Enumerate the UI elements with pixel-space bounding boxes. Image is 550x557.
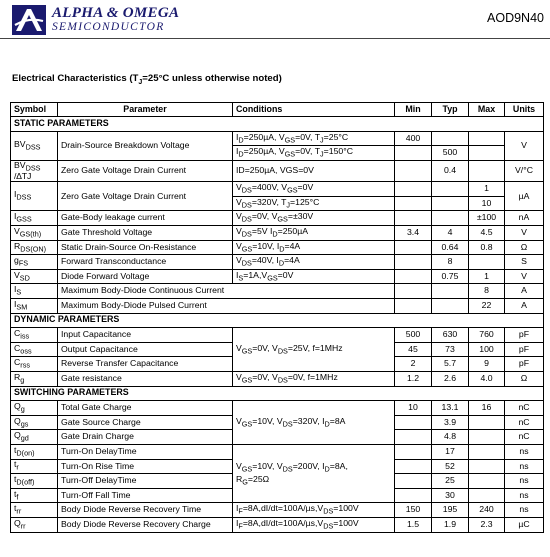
symbol: $t_{D(on)}$: [11, 444, 58, 459]
min: [395, 196, 432, 211]
min: [395, 430, 432, 445]
min: 2: [395, 357, 432, 372]
condition: $I_S=1A,V_{GS}=0V$: [233, 269, 395, 284]
col-typ: Typ: [432, 103, 469, 117]
unit: V: [505, 131, 544, 160]
max: ±100: [469, 211, 505, 226]
max: 22: [469, 299, 505, 314]
condition: $I_D=250\mu A$, $V_{GS}=0V$, $T_J=150^\circ C$: [233, 146, 395, 161]
typ: 5.7: [432, 357, 469, 372]
typ: [432, 211, 469, 226]
table-row: [11, 401, 544, 416]
condition: $V_{DS}=0V$, $V_{GS}=\pm 30V$: [233, 211, 395, 226]
parameter: Reverse Transfer Capacitance: [58, 357, 233, 372]
col-units: Units: [505, 103, 544, 117]
parameter: Gate Threshold Voltage: [58, 226, 233, 241]
typ: 3.9: [432, 415, 469, 430]
parameter: Gate-Body leakage current: [58, 211, 233, 226]
symbol: $BV_{DSS}$ /∆TJ: [11, 160, 58, 181]
condition: $V_{GS}=0V$, $V_{DS}=0V$, f=1MHz: [233, 371, 395, 386]
max: 240: [469, 503, 505, 518]
symbol: $C_{oss}$: [11, 342, 58, 357]
table-row: [11, 328, 544, 343]
table-row: [11, 284, 544, 299]
max: 4.0: [469, 371, 505, 386]
section-static: STATIC PARAMETERS: [11, 117, 544, 132]
min: [395, 255, 432, 270]
max: 10: [469, 196, 505, 211]
unit: ns: [505, 503, 544, 518]
max: [469, 255, 505, 270]
typ: 195: [432, 503, 469, 518]
min: [395, 160, 432, 181]
parameter: Zero Gate Voltage Drain Current: [58, 160, 233, 181]
unit: pF: [505, 328, 544, 343]
typ: 25: [432, 474, 469, 489]
table-row: [11, 211, 544, 226]
max: [469, 488, 505, 503]
parameter: Gate resistance: [58, 371, 233, 386]
parameter: Total Gate Charge: [58, 401, 233, 416]
table-row: [11, 226, 544, 241]
min: [395, 415, 432, 430]
max: [469, 444, 505, 459]
typ: [432, 299, 469, 314]
symbol: $t_{D(off)}$: [11, 474, 58, 489]
brand-subtitle: SEMICONDUCTOR: [52, 21, 165, 33]
condition: $V_{DS}=40V$, $I_D=4A$: [233, 255, 395, 270]
max: 9: [469, 357, 505, 372]
typ: 0.75: [432, 269, 469, 284]
symbol: $Q_{rr}$: [11, 517, 58, 532]
unit: ns: [505, 488, 544, 503]
table-row: [11, 131, 544, 146]
unit: V: [505, 269, 544, 284]
min: [395, 488, 432, 503]
header-divider: [0, 38, 550, 39]
min: 10: [395, 401, 432, 416]
min: 3.4: [395, 226, 432, 241]
unit: S: [505, 255, 544, 270]
min: 1.5: [395, 517, 432, 532]
condition: $I_F=8A,dI/dt=100A/\mu s,V_{DS}=100V$: [233, 517, 395, 532]
condition: $V_{GS}=0V$, $V_{DS}=25V$, f=1MHz: [233, 328, 395, 372]
symbol: $I_{SM}$: [11, 299, 58, 314]
typ: 0.4: [432, 160, 469, 181]
symbol: $R_g$: [11, 371, 58, 386]
max: 0.8: [469, 240, 505, 255]
unit: nC: [505, 401, 544, 416]
symbol: $g_{FS}$: [11, 255, 58, 270]
typ: 52: [432, 459, 469, 474]
company-logo: [12, 5, 46, 35]
unit: pF: [505, 342, 544, 357]
parameter: Gate Drain Charge: [58, 430, 233, 445]
min: [395, 146, 432, 161]
typ: 4: [432, 226, 469, 241]
condition: $V_{GS}=10V$, $V_{DS}=200V$, $I_D=8A$, $R_G=25\Omega$: [233, 444, 395, 502]
table-row: [11, 517, 544, 532]
table-heading: Electrical Characteristics ($T_J=25^\circ C$ unless otherwise noted): [12, 73, 282, 86]
max: 1: [469, 182, 505, 197]
unit: µC: [505, 517, 544, 532]
unit: V/°C: [505, 160, 544, 181]
col-max: Max: [469, 103, 505, 117]
typ: [432, 196, 469, 211]
typ: 13.1: [432, 401, 469, 416]
brand-name: ALPHA & OMEGA: [52, 5, 180, 21]
table-row: [11, 240, 544, 255]
max: [469, 474, 505, 489]
parameter: Maximum Body-Diode Continuous Current: [58, 284, 395, 299]
condition: $V_{DS}=320V$, $T_J=125^\circ C$: [233, 196, 395, 211]
col-parameter: Parameter: [58, 103, 233, 117]
part-number: AOD9N40: [487, 11, 544, 25]
min: 1.2: [395, 371, 432, 386]
parameter: Turn-On DelayTime: [58, 444, 233, 459]
max: [469, 415, 505, 430]
parameter: Gate Source Charge: [58, 415, 233, 430]
symbol: $t_{rr}$: [11, 503, 58, 518]
condition: $V_{GS}=10V$, $V_{DS}=320V$, $I_D=8A$: [233, 401, 395, 445]
unit: Ω: [505, 371, 544, 386]
typ: 1.9: [432, 517, 469, 532]
col-min: Min: [395, 103, 432, 117]
max: 1: [469, 269, 505, 284]
unit: A: [505, 299, 544, 314]
max: [469, 160, 505, 181]
max: 760: [469, 328, 505, 343]
section-dynamic: DYNAMIC PARAMETERS: [11, 313, 544, 328]
unit: nA: [505, 211, 544, 226]
symbol: $C_{rss}$: [11, 357, 58, 372]
unit: nC: [505, 430, 544, 445]
typ: [432, 182, 469, 197]
max: [469, 430, 505, 445]
symbol: $BV_{DSS}$: [11, 131, 58, 160]
parameter: Drain-Source Breakdown Voltage: [58, 131, 233, 160]
parameter: Output Capacitance: [58, 342, 233, 357]
min: 500: [395, 328, 432, 343]
parameter: Static Drain-Source On-Resistance: [58, 240, 233, 255]
max: [469, 146, 505, 161]
unit: V: [505, 226, 544, 241]
unit: A: [505, 284, 544, 299]
parameter: Forward Transconductance: [58, 255, 233, 270]
max: [469, 131, 505, 146]
condition: $I_D=250\mu A$, $V_{GS}=0V$, $T_J=25^\circ C$: [233, 131, 395, 146]
section-switching: SWITCHING PARAMETERS: [11, 386, 544, 401]
parameter: Body Diode Reverse Recovery Time: [58, 503, 233, 518]
unit: µA: [505, 182, 544, 211]
unit: Ω: [505, 240, 544, 255]
parameter: Turn-Off Fall Time: [58, 488, 233, 503]
min: [395, 474, 432, 489]
unit: pF: [505, 357, 544, 372]
table-header-row: [11, 103, 544, 117]
typ: 30: [432, 488, 469, 503]
symbol: $V_{SD}$: [11, 269, 58, 284]
typ: 17: [432, 444, 469, 459]
min: 150: [395, 503, 432, 518]
max: 2.3: [469, 517, 505, 532]
parameter: Turn-Off DelayTime: [58, 474, 233, 489]
symbol: $I_{GSS}$: [11, 211, 58, 226]
min: [395, 182, 432, 197]
table-row: [11, 371, 544, 386]
typ: 630: [432, 328, 469, 343]
col-symbol: Symbol: [11, 103, 58, 117]
symbol: $I_{DSS}$: [11, 182, 58, 211]
symbol: $I_S$: [11, 284, 58, 299]
parameter: Turn-On Rise Time: [58, 459, 233, 474]
typ: 8: [432, 255, 469, 270]
min: [395, 269, 432, 284]
table-row: [11, 182, 544, 197]
table-row: [11, 503, 544, 518]
table-row: [11, 444, 544, 459]
parameter: Zero Gate Voltage Drain Current: [58, 182, 233, 211]
min: 400: [395, 131, 432, 146]
min: 45: [395, 342, 432, 357]
unit: ns: [505, 444, 544, 459]
unit: ns: [505, 474, 544, 489]
min: [395, 299, 432, 314]
symbol: $R_{DS(ON)}$: [11, 240, 58, 255]
typ: [432, 131, 469, 146]
typ: 73: [432, 342, 469, 357]
min: [395, 459, 432, 474]
condition: $V_{DS}=5V$ $I_D=250\mu A$: [233, 226, 395, 241]
symbol: $Q_g$: [11, 401, 58, 416]
condition: $I_F=8A,dI/dt=100A/\mu s,V_{DS}=100V$: [233, 503, 395, 518]
condition: $V_{DS}=400V$, $V_{GS}=0V$: [233, 182, 395, 197]
col-conditions: Conditions: [233, 103, 395, 117]
parameter: Diode Forward Voltage: [58, 269, 233, 284]
unit: ns: [505, 459, 544, 474]
typ: 500: [432, 146, 469, 161]
unit: nC: [505, 415, 544, 430]
max: 4.5: [469, 226, 505, 241]
table-row: [11, 269, 544, 284]
parameter: Maximum Body-Diode Pulsed Current: [58, 299, 395, 314]
typ: 0.64: [432, 240, 469, 255]
min: [395, 444, 432, 459]
electrical-characteristics-table: [10, 102, 544, 533]
typ: 2.6: [432, 371, 469, 386]
typ: [432, 284, 469, 299]
parameter: Body Diode Reverse Recovery Charge: [58, 517, 233, 532]
max: 100: [469, 342, 505, 357]
min: [395, 240, 432, 255]
condition: ID=250µA, VGS=0V: [233, 160, 395, 181]
table-row: [11, 299, 544, 314]
max: 16: [469, 401, 505, 416]
symbol: $t_r$: [11, 459, 58, 474]
table-row: [11, 160, 544, 181]
parameter: Input Capacitance: [58, 328, 233, 343]
condition: $V_{GS}=10V$, $I_D=4A$: [233, 240, 395, 255]
symbol: $V_{GS(th)}$: [11, 226, 58, 241]
min: [395, 211, 432, 226]
symbol: $Q_{gd}$: [11, 430, 58, 445]
max: [469, 459, 505, 474]
symbol: $C_{iss}$: [11, 328, 58, 343]
typ: 4.8: [432, 430, 469, 445]
max: 8: [469, 284, 505, 299]
table-row: [11, 255, 544, 270]
min: [395, 284, 432, 299]
symbol: $t_f$: [11, 488, 58, 503]
symbol: $Q_{gs}$: [11, 415, 58, 430]
